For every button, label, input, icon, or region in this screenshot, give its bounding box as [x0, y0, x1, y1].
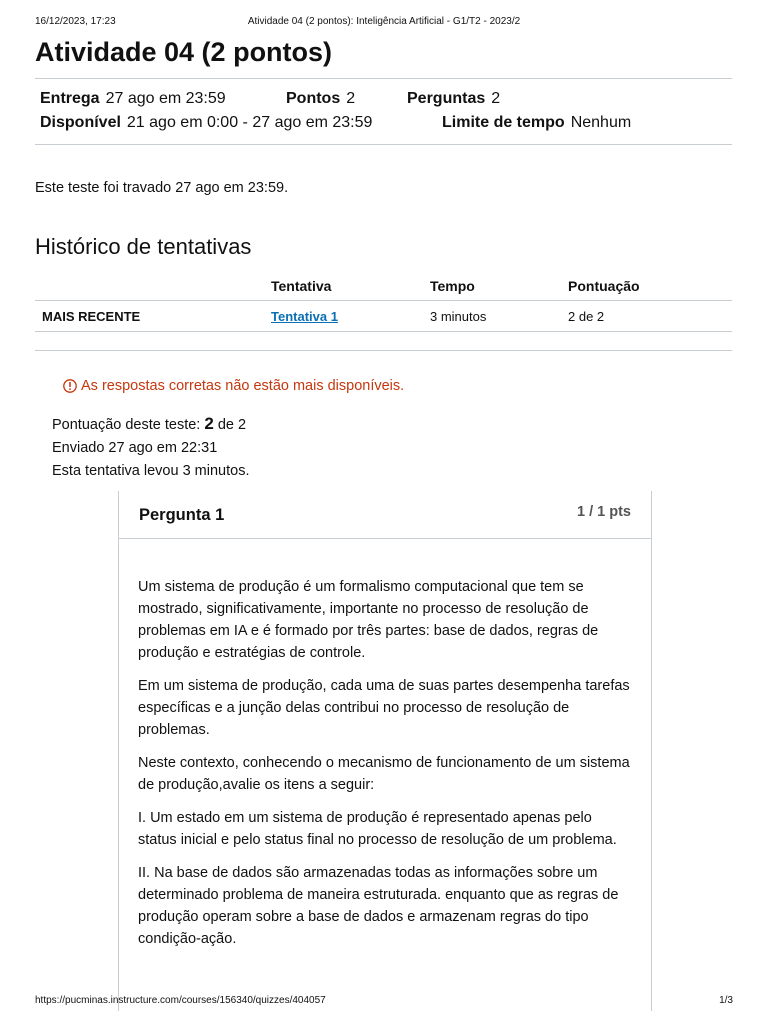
duration-line: Esta tentativa levou 3 minutos.	[52, 463, 250, 479]
print-url: https://pucminas.instructure.com/courses/156340/quizzes/404057	[35, 995, 326, 1006]
meta-disponivel: Disponível 21 ago em 0:00 - 27 ago em 23:59	[40, 114, 373, 131]
submitted-line: Enviado 27 ago em 22:31	[52, 440, 218, 456]
history-col-pontuacao: Pontuação	[568, 272, 732, 301]
history-col-tempo: Tempo	[430, 272, 568, 301]
question-title: Pergunta 1	[139, 506, 225, 524]
meta-divider	[35, 144, 732, 145]
meta-perguntas: Perguntas 2	[407, 90, 501, 107]
score-value: 2	[204, 414, 214, 433]
question-paragraph: Neste contexto, conhecendo o mecanismo de funcionamento de um sistema de produção,avalie os itens a seguir:	[138, 755, 630, 793]
meta-row-1	[40, 90, 501, 108]
meta-row-2	[40, 114, 632, 132]
history-header-row	[35, 272, 732, 301]
title-divider	[35, 78, 732, 79]
history-table	[35, 272, 732, 332]
history-divider	[35, 350, 732, 351]
question-header	[119, 491, 651, 539]
history-col-empty	[35, 272, 271, 301]
warning-text: As respostas corretas não estão mais disponíveis.	[81, 378, 405, 394]
question-paragraph: II. Na base de dados são armazenadas todas as informações sobre um determinado problema de maneira estruturada. enquanto que as regras de produção operam sobre a base de dados e armazenam regras do tipo condição-ação.	[138, 865, 619, 947]
print-page-number: 1/3	[719, 995, 733, 1006]
meta-entrega: Entrega 27 ago em 23:59	[40, 90, 226, 107]
question-paragraph: I. Um estado em um sistema de produção é representado apenas pelo status inicial e pelo status final no processo de resolução de um problema.	[138, 810, 617, 848]
table-row	[35, 301, 732, 332]
question-body	[119, 539, 651, 950]
print-doc-title: Atividade 04 (2 pontos): Inteligência Artificial - G1/T2 - 2023/2	[247, 16, 521, 27]
score-line	[52, 412, 249, 437]
question-card	[118, 491, 652, 1011]
locked-note: Este teste foi travado 27 ago em 23:59.	[35, 180, 289, 196]
score-summary	[52, 412, 249, 483]
attempt-score: 2 de 2	[568, 301, 732, 332]
history-col-tentativa: Tentativa	[271, 272, 430, 301]
page-title: Atividade 04 (2 pontos)	[35, 37, 333, 67]
question-paragraph: Em um sistema de produção, cada uma de suas partes desempenha tarefas específicas e a junção delas contribui no processo de resolução de problemas.	[138, 678, 630, 738]
print-footer	[35, 995, 733, 1006]
score-suffix: de 2	[217, 417, 247, 433]
attempt-time: 3 minutos	[430, 301, 568, 332]
alert-circle-icon	[63, 379, 77, 393]
meta-limite-tempo: Limite de tempo Nenhum	[442, 114, 632, 131]
history-title: Histórico de tentativas	[35, 234, 252, 259]
question-paragraph: Um sistema de produção é um formalismo computacional que tem se mostrado, significativamente, importante no processo de resolução de problemas em IA e é formado por três partes: base de dados, regras de produção e estratégias de controle.	[138, 579, 599, 661]
print-datetime: 16/12/2023, 17:23	[35, 16, 116, 27]
score-label: Pontuação deste teste:	[52, 417, 201, 433]
meta-pontos: Pontos 2	[286, 90, 356, 107]
question-points: 1 / 1 pts	[577, 504, 631, 520]
row-label: MAIS RECENTE	[35, 301, 271, 332]
warning-message	[63, 378, 404, 394]
attempt-link[interactable]: Tentativa 1	[271, 308, 338, 324]
